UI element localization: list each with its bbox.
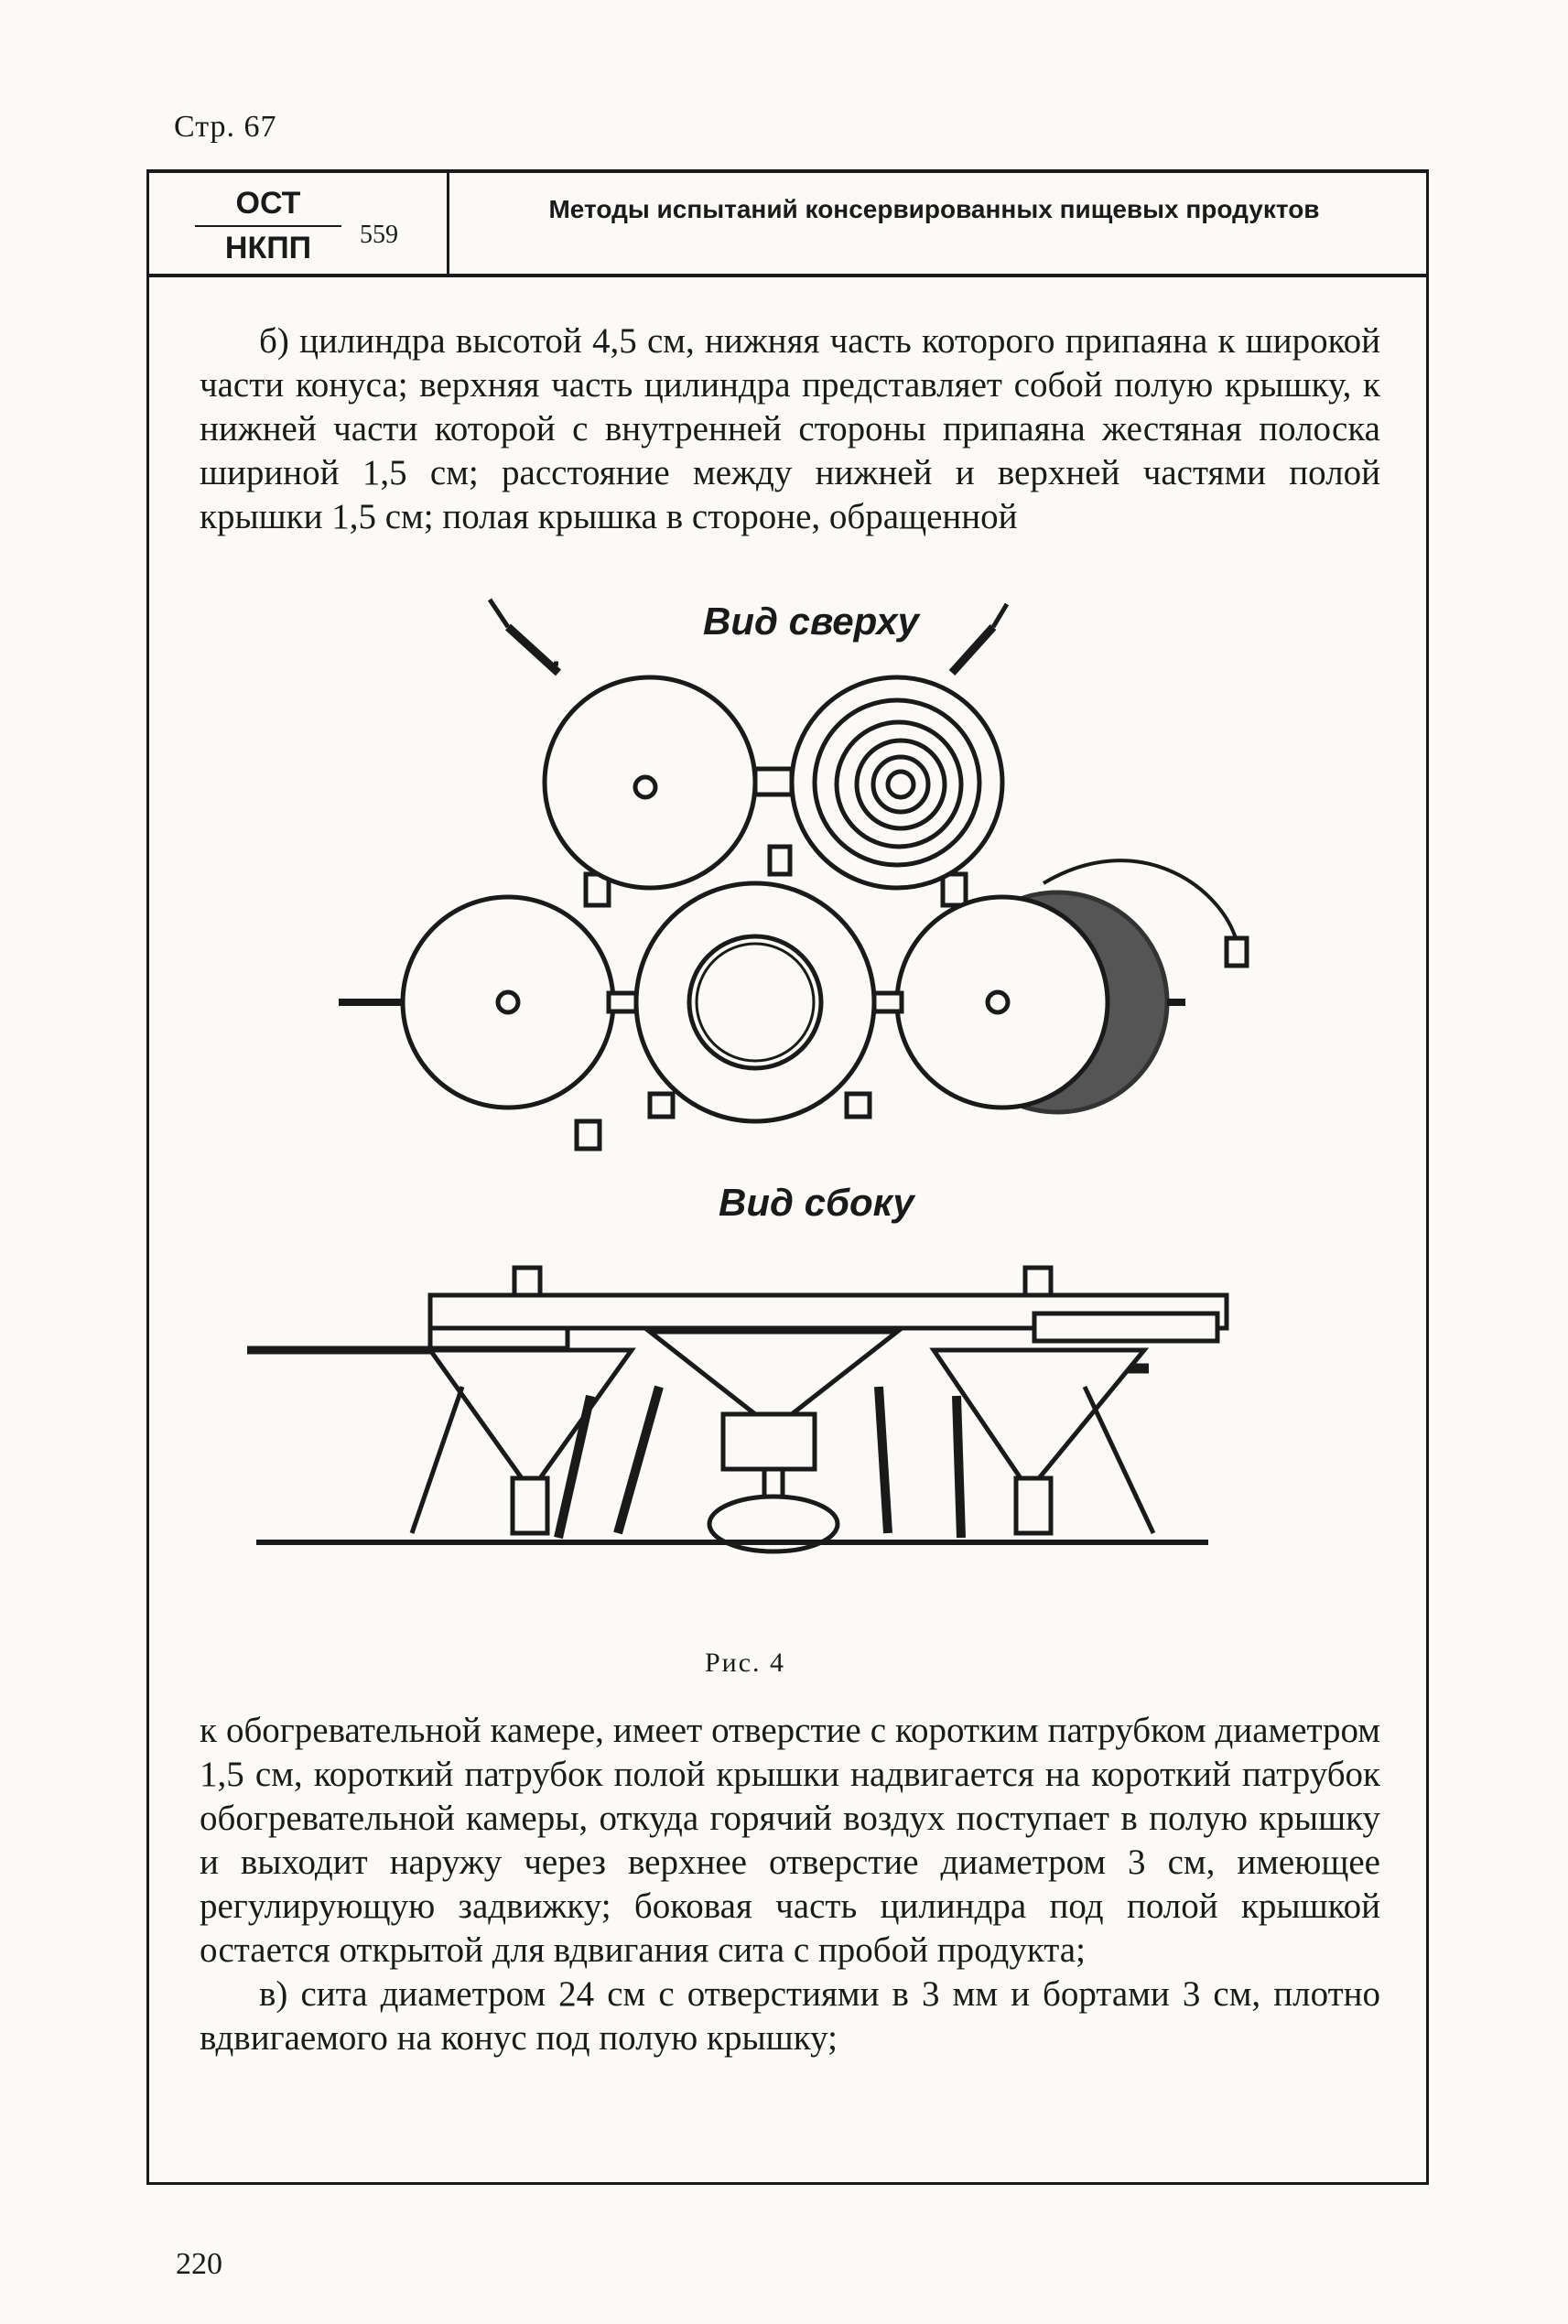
figure-4-drawing — [183, 426, 1281, 1652]
standard-number: 559 — [360, 221, 398, 249]
pan-top-right — [792, 677, 1002, 888]
leg-4 — [879, 1387, 888, 1533]
foot-lower-left — [650, 1094, 673, 1117]
pan-bottom-left-hole — [498, 992, 518, 1012]
top-view-drawing — [339, 600, 1247, 1149]
connector-upper — [755, 769, 792, 794]
cone-center — [650, 1332, 897, 1414]
lid-handle-grip — [1227, 938, 1247, 966]
leg-5 — [957, 1396, 961, 1538]
standard-top: ОСТ — [235, 186, 301, 221]
paragraph-v: в) сита диаметром 24 см с отверстиями в 3 мм и бортами 3 см, плотно вдвигаемого на конус под полую крышку; — [200, 1974, 1380, 2058]
cone-left — [430, 1350, 632, 1478]
paragraph-b: б) цилиндра высотой 4,5 см, нижняя часть которого припаяна к широкой части конуса; верхняя часть цилиндра представляет собой полую крышку, к нижней части которой с внутренней стороны припаяна жестяная полоска шириной 1,5 см; расстояние между нижней и верхней частями полой крышки 1,5 см; полая крышка в стороне, обращенной — [200, 321, 1380, 536]
text-block-continuation — [200, 1709, 1380, 2060]
top-knob-left — [514, 1268, 540, 1295]
view-side-label: Вид сбоку — [719, 1181, 914, 1224]
figure-caption: Рис. 4 — [705, 1648, 786, 1678]
burner-head — [723, 1414, 815, 1469]
jar-right — [1016, 1478, 1051, 1533]
leg-3 — [618, 1387, 659, 1533]
handle-top-left — [490, 600, 558, 673]
top-knob-right — [1025, 1268, 1051, 1295]
jar-left — [513, 1478, 547, 1533]
paragraph-b-continued: к обогревательной камере, имеет отверстие с коротким патрубком диаметром 1,5 см, короткий патрубок полой крышки надвигается на короткий патрубок обогревательной камеры, откуда горячий воздух поступает в полую крышку и выходит наружу через верхнее отверстие диаметром 3 см, имеющее регулирующую задвижку; боковая часть цилиндра под полой крышкой остается открытой для вдвигания сита с пробой продукта; — [200, 1711, 1380, 1970]
connector-lower-right — [874, 993, 902, 1011]
view-top-label: Вид сверху — [703, 600, 919, 643]
connector-top-center — [770, 847, 790, 874]
leg-6 — [1085, 1387, 1153, 1533]
lid-left-block — [430, 1328, 568, 1348]
foot-lower-right — [847, 1094, 870, 1117]
pan-center-opening — [689, 936, 821, 1068]
standard-code — [177, 186, 398, 266]
foot-bottom-left — [577, 1121, 600, 1149]
leg-1 — [412, 1387, 462, 1533]
page-number: 220 — [176, 2247, 222, 2281]
page-label: Стр. 67 — [174, 110, 277, 144]
cone-right — [934, 1350, 1144, 1478]
lid-right-block — [1034, 1313, 1217, 1341]
pan-bottom-right-hole — [988, 992, 1008, 1012]
connector-right-upper — [943, 874, 966, 905]
side-view-drawing — [247, 1268, 1227, 1551]
header — [149, 173, 1426, 277]
standard-bottom: НКПП — [224, 231, 312, 265]
connector-lower-left — [609, 993, 636, 1011]
header-title: Методы испытаний консервированных пищевых продуктов — [548, 195, 1320, 223]
handle-top-right — [952, 604, 1007, 673]
header-divider — [447, 173, 449, 274]
pan-top-left-hole — [635, 777, 655, 797]
